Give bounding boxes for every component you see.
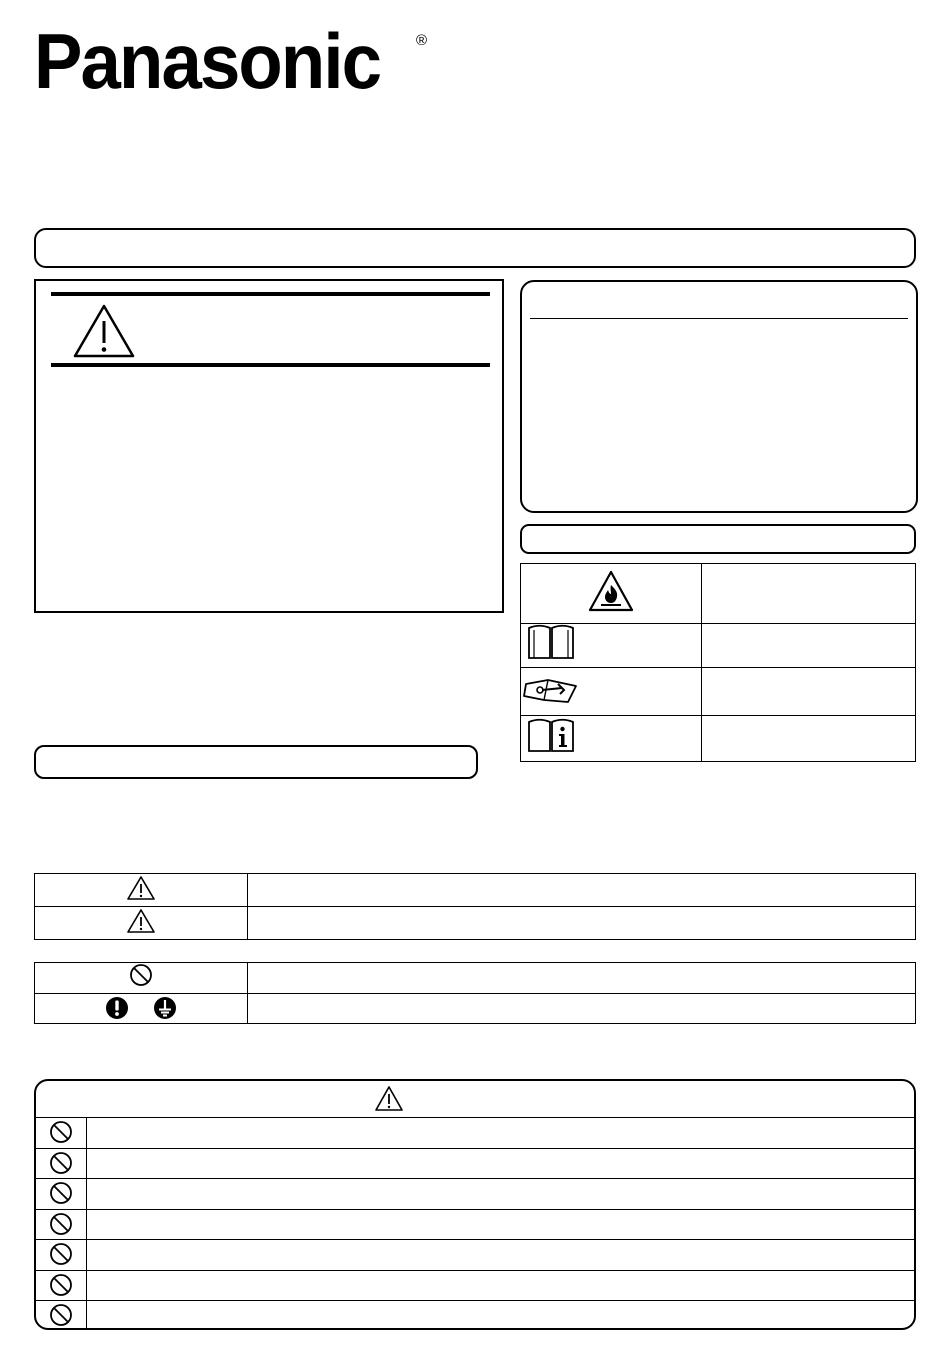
service-manual-icon <box>522 672 580 706</box>
symbol-cell <box>521 668 702 716</box>
mandatory-symbol-cell <box>35 993 248 1024</box>
prohibition-circle-icon <box>36 1209 87 1240</box>
prohibition-circle-icon <box>36 1178 87 1209</box>
symbol-cell <box>521 624 702 668</box>
open-book-icon <box>526 624 576 662</box>
warning-triangle-icon <box>126 908 156 934</box>
symbol-section-header <box>520 524 916 554</box>
title-banner <box>34 228 916 268</box>
prohibition-circle-icon <box>36 1270 87 1301</box>
hazard-description <box>248 907 916 940</box>
prohibition-row <box>36 1300 914 1330</box>
action-description <box>248 993 916 1024</box>
symbol-description <box>702 624 916 668</box>
prohibition-circle-icon <box>36 1239 87 1270</box>
prohibition-row <box>36 1270 914 1302</box>
warning-top-rule <box>51 292 490 296</box>
symbol-cell <box>521 564 702 624</box>
prohibition-circle-icon <box>36 1300 87 1330</box>
warning-triangle-icon <box>374 1085 404 1112</box>
info-box <box>520 280 918 513</box>
prohibition-row <box>36 1209 914 1241</box>
symbol-cell <box>521 716 702 762</box>
prohibition-circle-icon <box>129 963 153 987</box>
info-box-rule <box>530 318 908 319</box>
prohibition-table-header <box>36 1081 914 1118</box>
registered-mark: ® <box>416 32 428 49</box>
prohibition-table <box>34 1079 916 1330</box>
hazard-description <box>248 874 916 907</box>
caution-level-cell <box>35 907 248 940</box>
panasonic-logo: Panasonic <box>34 17 381 105</box>
prohibited-symbol-cell <box>35 963 248 994</box>
prohibition-circle-icon <box>36 1148 87 1179</box>
symbol-table <box>520 563 916 762</box>
prohibition-row <box>36 1117 914 1149</box>
prohibition-circle-icon <box>36 1117 87 1148</box>
prohibition-row <box>36 1178 914 1210</box>
symbol-description <box>702 716 916 762</box>
exclamation-circle-icon <box>105 996 129 1020</box>
flammable-icon <box>588 570 634 612</box>
prohibition-row <box>36 1148 914 1180</box>
warning-box <box>34 279 504 613</box>
symbol-description <box>702 668 916 716</box>
symbol-description <box>702 564 916 624</box>
safety-section-header <box>34 745 478 779</box>
warning-bottom-rule <box>51 363 490 367</box>
hazard-level-table <box>34 873 916 940</box>
warning-triangle-icon <box>72 303 136 359</box>
warning-level-cell <box>35 874 248 907</box>
action-description <box>248 963 916 994</box>
info-manual-icon <box>526 718 576 754</box>
action-symbol-table <box>34 962 916 1024</box>
prohibition-row <box>36 1239 914 1271</box>
ground-icon <box>153 996 177 1020</box>
warning-triangle-icon <box>126 875 156 901</box>
